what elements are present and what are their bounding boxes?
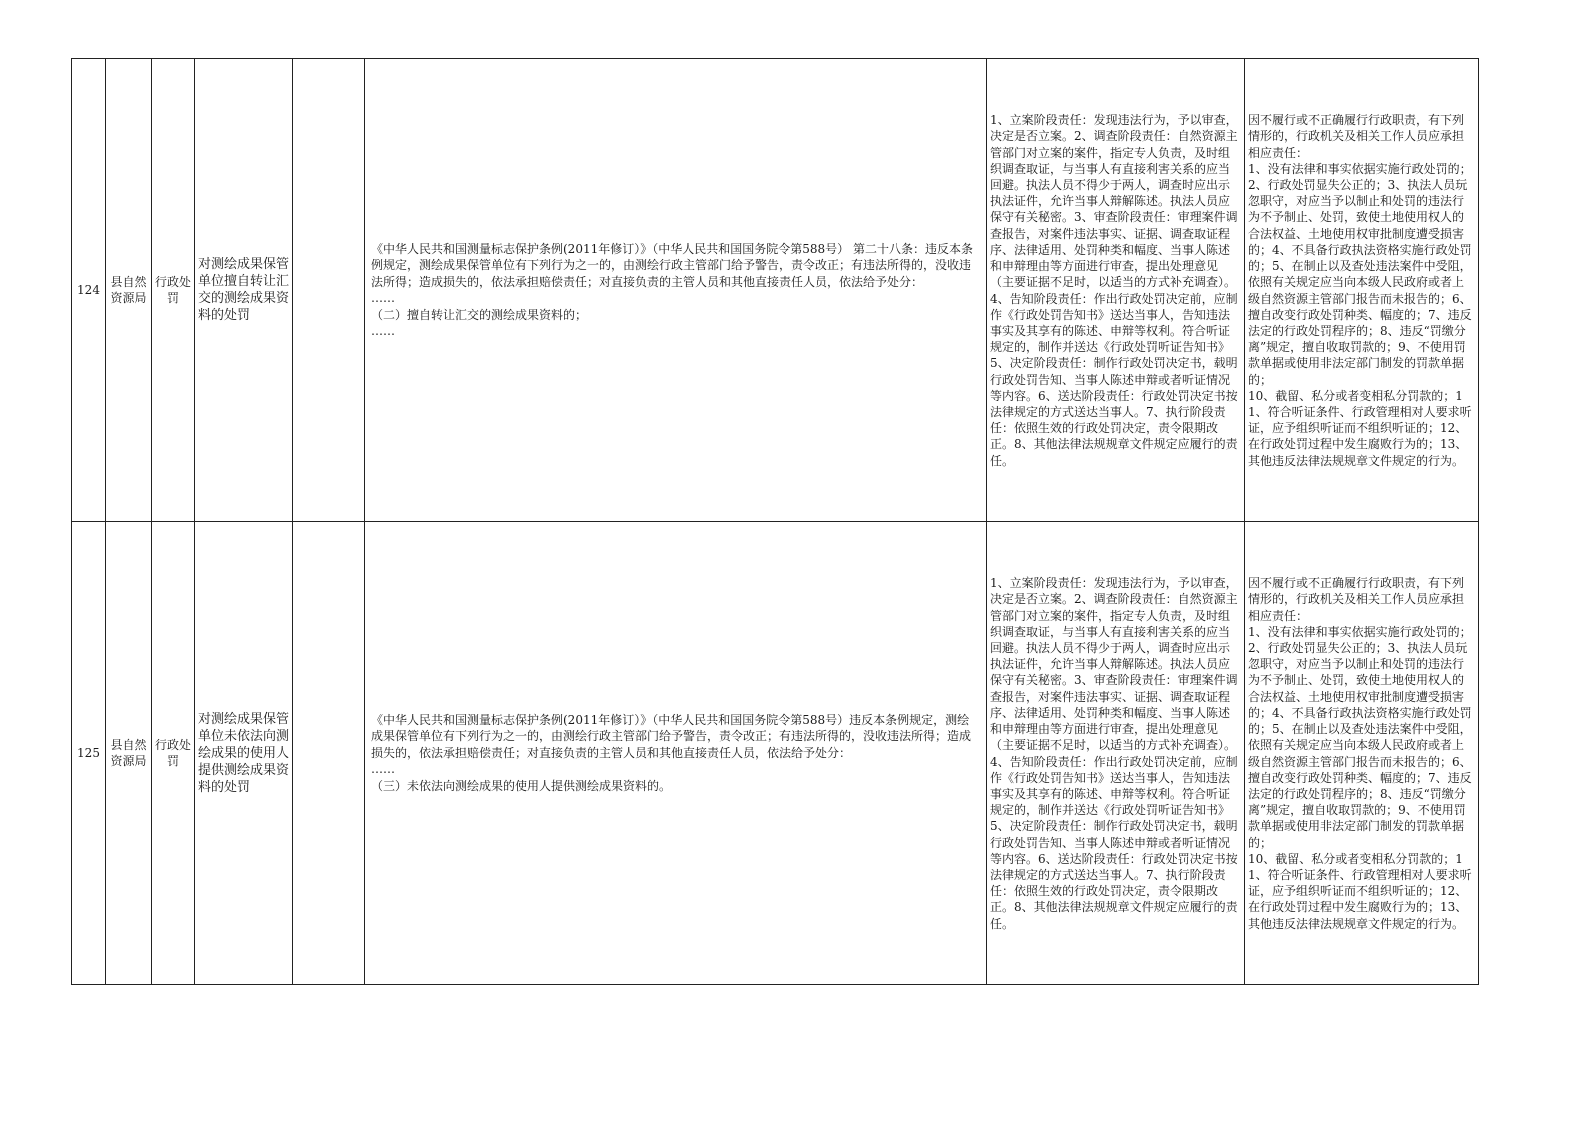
accountability-cell bbox=[1245, 59, 1479, 522]
sub-item-cell bbox=[293, 522, 365, 985]
power-type-text: 行政处罚 bbox=[154, 274, 191, 305]
accountability-cell bbox=[1245, 522, 1479, 985]
department-text: 县自然资源局 bbox=[110, 274, 147, 305]
department-text: 县自然资源局 bbox=[110, 737, 147, 768]
department-cell bbox=[106, 522, 152, 985]
responsibility-text: 1、立案阶段责任：发现违法行为，予以审查，决定是否立案。2、调查阶段责任：自然资源主管部门对立案的案件，指定专人负责，及时组织调查取证，与当事人有直接利害关系的应当回避。执法人员不得少于两人，调查时应出示执法证件，允许当事人辩解陈述。执法人员应保守有关秘密。3、审查阶段责任：审理案件调查报告，对案件违法事实、证据、调查取证程序、法律适用、处罚种类和幅度、当事人陈述和申辩理由等方面进行审查，提出处理意见（主要证据不足时，以适当的方式补充调查）。4、告知阶段责任：作出行政处罚决定前，应制作《行政处罚告知书》送达当事人，告知违法事实及其享有的陈述、申辩等权利。符合听证规定的，制作并送达《行政处罚听证告知书》5、决定阶段责任：制作行政处罚决定书，载明行政处罚告知、当事人陈述申辩或者听证情况等内容。6、送达阶段责任：行政处罚决定书按法律规定的方式送达当事人。7、执行阶段责任：依照生效的行政处罚决定，责令限期改正。8、其他法律法规规章文件规定应履行的责任。 bbox=[990, 113, 1238, 468]
item-name-text: 对测绘成果保管单位擅自转让汇交的测绘成果资料的处罚 bbox=[198, 257, 290, 323]
legal-basis-text: 《中华人民共和国测量标志保护条例(2011年修订）》（中华人民共和国国务院令第588号）违反本条例规定，测绘成果保管单位有下列行为之一的，由测绘行政主管部门给予警告，责令改正；有违法所得的，没收违法所得；造成损失的，依法承担赔偿责任；对直接负责的主管人员和其他直接责任人员，依法给予处分： …… （三）未依法向测绘成果的使用人提供测绘成果资料的。 bbox=[371, 712, 972, 793]
table-row bbox=[72, 522, 1479, 985]
legal-basis-cell bbox=[365, 59, 987, 522]
responsibility-cell bbox=[987, 522, 1245, 985]
item-name-cell bbox=[195, 59, 293, 522]
table-row bbox=[72, 59, 1479, 522]
accountability-text: 因不履行或不正确履行行政职责，有下列情形的，行政机关及相关工作人员应承担相应责任： 1、没有法律和事实依据实施行政处罚的；2、行政处罚显失公正的；3、执法人员玩忽职守，对应当予以制止和处罚的违法行为不予制止、处罚，致使土地使用权人的合法权益、土地使用权审批制度遭受损害的；4、不具备行政执法资格实施行政处罚的；5、在制止以及查处违法案件中受阻，依照有关规定应当向本级人民政府或者上级自然资源主管部门报告而未报告的；6、擅自改变行政处罚种类、幅度的；7、违反法定的行政处罚程序的；8、违反“罚缴分离”规定，擅自收取罚款的；9、不使用罚款单据或使用非法定部门制发的罚款单据的； 10、截留、私分或者变相私分罚款的；11、符合听证条件、行政管理相对人要求听证，应予组织听证而不组织听证的；12、在行政处罚过程中发生腐败行为的；13、其他违反法律法规规章文件规定的行为。 bbox=[1248, 113, 1472, 468]
power-type-cell bbox=[152, 522, 195, 985]
responsibility-cell bbox=[987, 59, 1245, 522]
accountability-text: 因不履行或不正确履行行政职责，有下列情形的，行政机关及相关工作人员应承担相应责任： 1、没有法律和事实依据实施行政处罚的；2、行政处罚显失公正的；3、执法人员玩忽职守，对应当予以制止和处罚的违法行为不予制止、处罚，致使土地使用权人的合法权益、土地使用权审批制度遭受损害的；4、不具备行政执法资格实施行政处罚的；5、在制止以及查处违法案件中受阻，依照有关规定应当向本级人民政府或者上级自然资源主管部门报告而未报告的；6、擅自改变行政处罚种类、幅度的；7、违反法定的行政处罚程序的；8、违反“罚缴分离”规定，擅自收取罚款的；9、不使用罚款单据或使用非法定部门制发的罚款单据的； 10、截留、私分或者变相私分罚款的；11、符合听证条件、行政管理相对人要求听证，应予组织听证而不组织听证的；12、在行政处罚过程中发生腐败行为的；13、其他违反法律法规规章文件规定的行为。 bbox=[1248, 576, 1472, 931]
item-number: 124 bbox=[72, 59, 106, 522]
item-number: 125 bbox=[72, 522, 106, 985]
item-name-text: 对测绘成果保管单位未依法向测绘成果的使用人提供测绘成果资料的处罚 bbox=[198, 711, 290, 795]
power-list-table bbox=[71, 58, 1479, 985]
legal-basis-text: 《中华人民共和国测量标志保护条例(2011年修订）》（中华人民共和国国务院令第588号） 第二十八条：违反本条例规定，测绘成果保管单位有下列行为之一的，由测绘行政主管部门给予警告，责令改正；有违法所得的，没收违法所得；造成损失的，依法承担赔偿责任；对直接负责的主管人员和其他直接责任人员，依法给予处分： …… （二）擅自转让汇交的测绘成果资料的； …… bbox=[371, 241, 973, 338]
power-type-text: 行政处罚 bbox=[154, 737, 191, 768]
power-type-cell bbox=[152, 59, 195, 522]
department-cell bbox=[106, 59, 152, 522]
legal-basis-cell bbox=[365, 522, 987, 985]
responsibility-text: 1、立案阶段责任：发现违法行为，予以审查，决定是否立案。2、调查阶段责任：自然资源主管部门对立案的案件，指定专人负责，及时组织调查取证，与当事人有直接利害关系的应当回避。执法人员不得少于两人，调查时应出示执法证件，允许当事人辩解陈述。执法人员应保守有关秘密。3、审查阶段责任：审理案件调查报告，对案件违法事实、证据、调查取证程序、法律适用、处罚种类和幅度、当事人陈述和申辩理由等方面进行审查，提出处理意见（主要证据不足时，以适当的方式补充调查）。4、告知阶段责任：作出行政处罚决定前，应制作《行政处罚告知书》送达当事人，告知违法事实及其享有的陈述、申辩等权利。符合听证规定的，制作并送达《行政处罚听证告知书》5、决定阶段责任：制作行政处罚决定书，载明行政处罚告知、当事人陈述申辩或者听证情况等内容。6、送达阶段责任：行政处罚决定书按法律规定的方式送达当事人。7、执行阶段责任：依照生效的行政处罚决定，责令限期改正。8、其他法律法规规章文件规定应履行的责任。 bbox=[990, 576, 1238, 931]
item-name-cell bbox=[195, 522, 293, 985]
sub-item-cell bbox=[293, 59, 365, 522]
